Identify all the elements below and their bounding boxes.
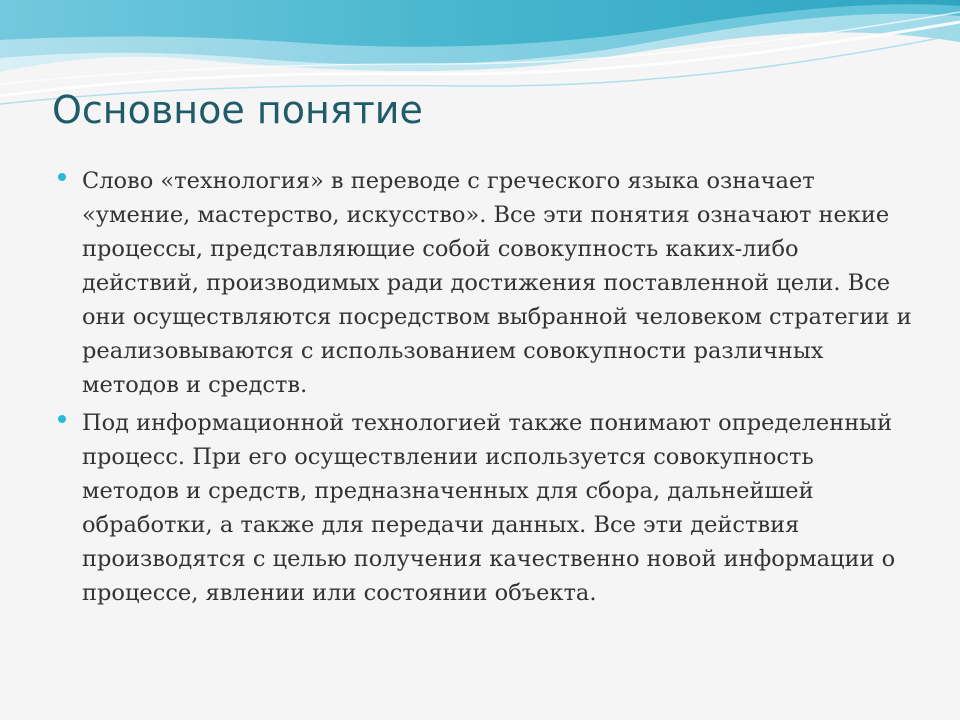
bullet-item [82, 164, 912, 402]
bullet-item [82, 406, 912, 610]
bullet-list [82, 164, 912, 614]
bullet-text: Слово «технология» в переводе с греческого языка означает «умение, мастерство, искусство». Все эти понятия означают некие процессы, представляющие собой совокупность каких-либо действий, производимых ради достижения поставленной цели. Все они осуществляются посредством выбранной человеком стратегии и реализовываются с использованием совокупности различных методов и средств. [82, 168, 912, 398]
bullet-dot-icon [56, 164, 70, 198]
slide-title: Основное понятие [52, 88, 423, 132]
bullet-dot-icon [56, 406, 70, 440]
bullet-text: Под информационной технологией также понимают определенный процесс. При его осуществлении используется совокупность методов и средств, предназначенных для сбора, дальнейшей обработки, а также для передачи данных. Все эти действия производятся с целью получения качественно новой информации о процессе, явлении или состоянии объекта. [82, 410, 896, 606]
